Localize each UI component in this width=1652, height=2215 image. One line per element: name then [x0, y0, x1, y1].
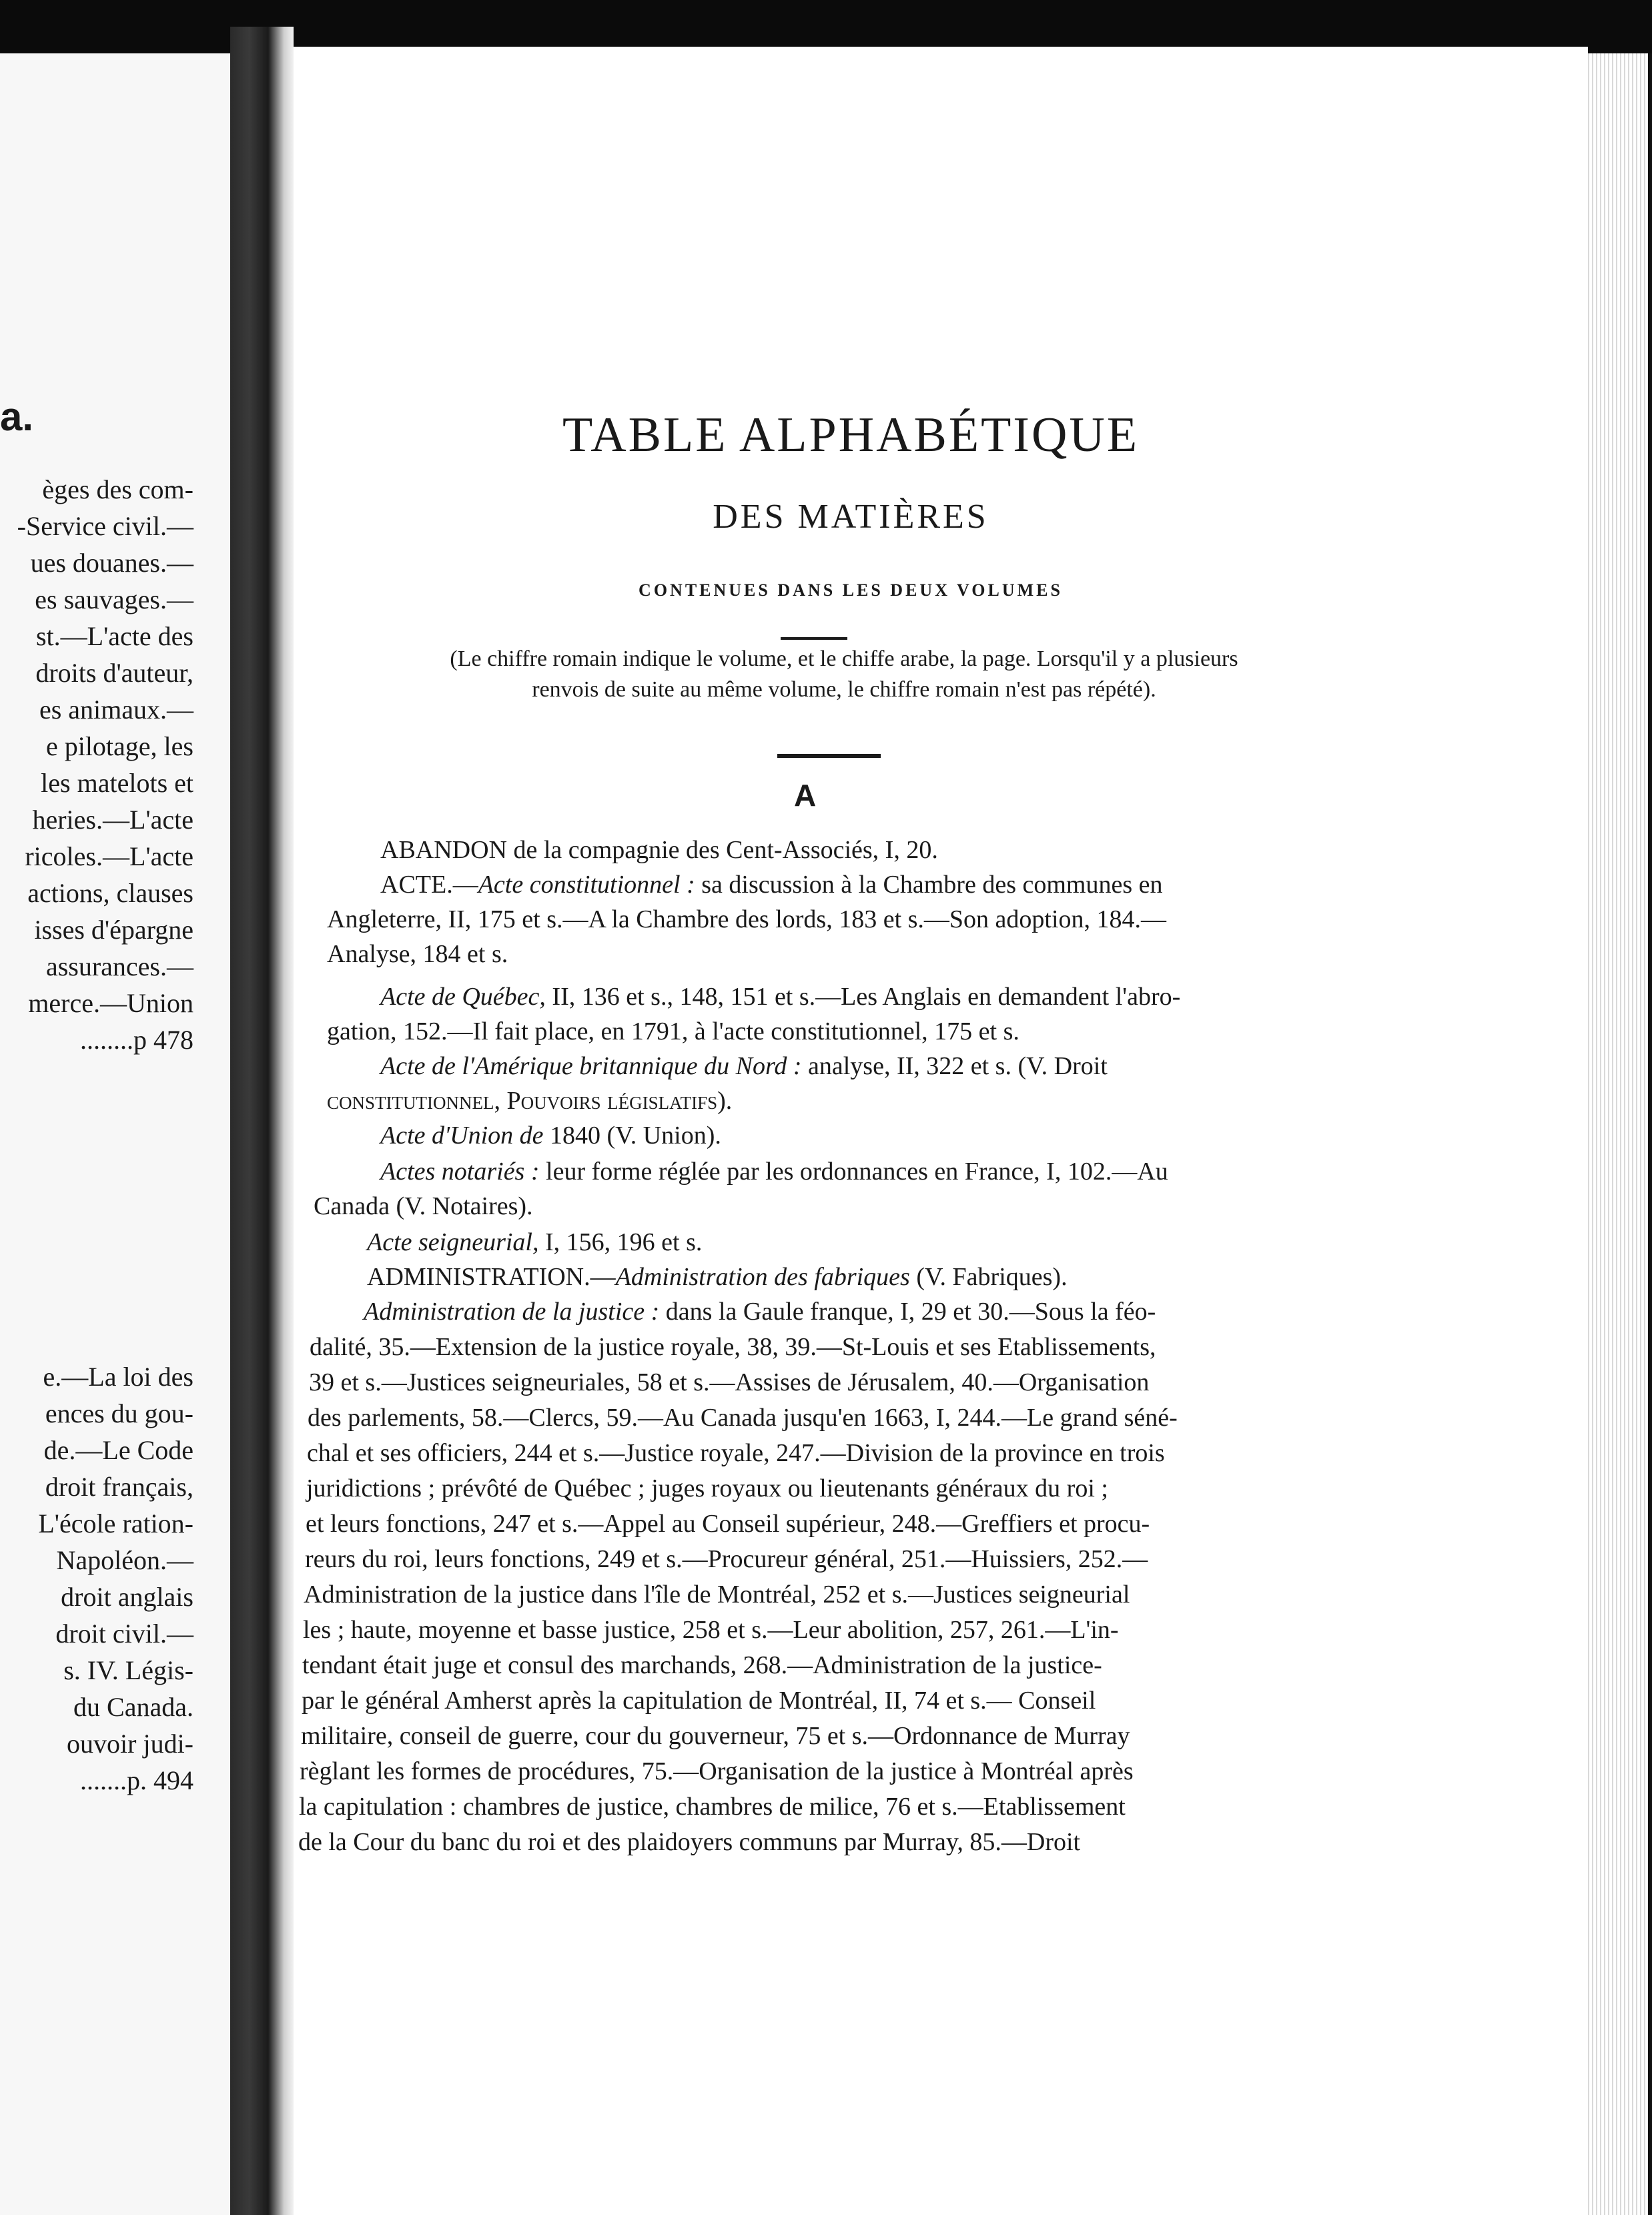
entry-line: 39 et s.—Justices seigneuriales, 58 et s.—Assises de Jérusalem, 40.—Organisation	[309, 1368, 1150, 1396]
index-entry	[380, 1159, 1168, 1184]
left-page-line: heries.—L'acte	[32, 805, 193, 835]
left-page-line: ences du gou-	[45, 1398, 193, 1428]
left-page-heading: a.	[0, 394, 34, 439]
entry-text: (V. Fabriques).	[909, 1263, 1068, 1291]
entry-line: de la Cour du banc du roi et des plaidoyers communs par Murray, 85.—Droit	[298, 1828, 1081, 1856]
entry-text: dans la Gaule franque, I, 29 et 30.—Sous la féo-	[659, 1298, 1156, 1326]
left-page-line: de.—Le Code	[43, 1435, 193, 1465]
index-entry	[380, 984, 1180, 1009]
left-page-line: e pilotage, les	[45, 731, 193, 761]
left-page-line: merce.—Union	[28, 988, 193, 1018]
entry-line: Administration de la justice dans l'île de Montréal, 252 et s.—Justices seigneurial	[304, 1581, 1130, 1609]
note-line: (Le chiffre romain indique le volume, et le chiffe arabe, la page. Lorsqu'il y a plusieurs	[450, 646, 1238, 671]
left-page-line: actions, clauses	[27, 878, 193, 908]
left-page-line: es sauvages.—	[35, 584, 193, 614]
entry-text: ABANDON de la compagnie des Cent-Associés, I, 20.	[380, 836, 938, 864]
entry-subheading: Acte d'Union de	[380, 1122, 544, 1150]
note-line: renvois de suite au même volume, le chiffre romain n'est pas répété).	[532, 677, 1156, 702]
left-page-line: droits d'auteur,	[35, 658, 193, 688]
entry-line: juridictions ; prévôté de Québec ; juges royaux ou lieutenants généraux du roi ;	[306, 1474, 1108, 1502]
left-page-line: droit civil.—	[55, 1619, 193, 1649]
entry-heading: ADMINISTRATION.—	[367, 1263, 616, 1291]
page-subtitle: DES MATIÈRES	[713, 498, 989, 536]
left-page-line: ouvoir judi-	[67, 1729, 193, 1759]
page-edges	[1588, 53, 1652, 2215]
entry-subheading: Actes notariés :	[380, 1158, 540, 1186]
left-page-line: -Service civil.—	[17, 511, 193, 541]
left-page-line: èges des com-	[42, 474, 193, 504]
left-page-line: s. IV. Légis-	[63, 1655, 193, 1685]
entry-line: Canada (V. Notaires).	[314, 1192, 533, 1220]
entry-subheading: Acte constitutionnel :	[478, 871, 695, 899]
entry-line: chal et ses officiers, 244 et s.—Justice royale, 247.—Division de la province en trois	[307, 1439, 1165, 1467]
left-page-fragment	[0, 53, 230, 2215]
entry-line: règlant les formes de procédures, 75.—Organisation de la justice à Montréal après	[300, 1757, 1134, 1785]
index-entry	[380, 872, 1163, 897]
left-page-line: ........p 478	[80, 1025, 193, 1055]
entry-line: des parlements, 58.—Clercs, 59.—Au Canada jusqu'en 1663, I, 244.—Le grand séné-	[308, 1404, 1178, 1432]
entry-line: tendant était juge et consul des marchands, 268.—Administration de la justice-	[302, 1651, 1102, 1679]
index-entry	[364, 1299, 1156, 1324]
left-page-line: e.—La loi des	[43, 1362, 193, 1392]
entry-text: analyse, II, 322 et s. (V. Droit	[801, 1052, 1108, 1080]
entry-line: Analyse, 184 et s.	[327, 940, 508, 968]
entry-text: 1840 (V. Union).	[543, 1122, 721, 1150]
entry-heading: ACTE.—	[380, 871, 478, 899]
book-gutter	[230, 27, 294, 2215]
left-page-line: es animaux.—	[39, 695, 193, 725]
left-page-line: droit français,	[45, 1472, 193, 1502]
left-page-line: les matelots et	[41, 768, 193, 798]
entry-text: II, 136 et s., 148, 151 et s.—Les Anglais en demandent l'abro-	[545, 983, 1181, 1011]
entry-text: leur forme réglée par les ordonnances en France, I, 102.—Au	[539, 1158, 1168, 1186]
left-page-line: isses d'épargne	[34, 915, 193, 945]
left-page-line: droit anglais	[61, 1582, 193, 1612]
page-title: TABLE ALPHABÉTIQUE	[562, 408, 1140, 462]
entry-text: sa discussion à la Chambre des communes en	[695, 871, 1163, 899]
entry-line: militaire, conseil de guerre, cour du gouverneur, 75 et s.—Ordonnance de Murray	[301, 1722, 1130, 1750]
entry-subheading: Administration de la justice :	[364, 1298, 660, 1326]
entry-subheading: Acte seigneurial,	[367, 1228, 539, 1256]
entry-line: Angleterre, II, 175 et s.—A la Chambre des lords, 183 et s.—Son adoption, 184.—	[327, 905, 1167, 933]
index-entry	[367, 1230, 702, 1255]
entry-line: constitutionnel, Pouvoirs législatifs).	[327, 1087, 733, 1115]
contents-line: CONTENUES DANS LES DEUX VOLUMES	[639, 580, 1063, 600]
left-page-line: ricoles.—L'acte	[25, 841, 193, 871]
entry-subheading: Acte de l'Amérique britannique du Nord :	[380, 1052, 802, 1080]
left-page-line: L'école ration-	[38, 1508, 193, 1538]
index-entry	[380, 1123, 721, 1148]
divider-rule	[777, 754, 881, 758]
divider-rule	[781, 637, 847, 640]
entry-subheading: Administration des fabriques	[615, 1263, 910, 1291]
entry-line: reurs du roi, leurs fonctions, 249 et s.—Procureur général, 251.—Huissiers, 252.—	[305, 1545, 1148, 1573]
entry-line: les ; haute, moyenne et basse justice, 258 et s.—Leur abolition, 257, 261.—L'in-	[303, 1616, 1119, 1644]
left-page-line: ues douanes.—	[30, 548, 193, 578]
entry-line: dalité, 35.—Extension de la justice royale, 38, 39.—St-Louis et ses Etablissements,	[310, 1333, 1156, 1361]
left-page-line: Napoléon.—	[56, 1545, 193, 1575]
entry-text: I, 156, 196 et s.	[538, 1228, 703, 1256]
entry-line: la capitulation : chambres de justice, chambres de milice, 76 et s.—Etablissement	[299, 1793, 1126, 1821]
entry-line: par le général Amherst après la capitulation de Montréal, II, 74 et s.— Conseil	[302, 1687, 1096, 1715]
index-entry	[380, 837, 938, 863]
entry-subheading: Acte de Québec,	[380, 983, 546, 1011]
entry-line: et leurs fonctions, 247 et s.—Appel au Conseil supérieur, 248.—Greffiers et procu-	[306, 1510, 1150, 1538]
index-entry	[367, 1264, 1068, 1290]
left-page-line: du Canada.	[73, 1692, 193, 1722]
index-entry	[380, 1053, 1108, 1079]
scan-right-border	[1648, 53, 1652, 2215]
section-letter: A	[794, 778, 817, 813]
left-page-line: st.—L'acte des	[35, 621, 193, 651]
left-page-line: .......p. 494	[80, 1765, 193, 1795]
explanatory-note	[330, 644, 1358, 705]
left-page-line: assurances.—	[45, 951, 193, 981]
entry-line: gation, 152.—Il fait place, en 1791, à l'acte constitutionnel, 175 et s.	[327, 1017, 1019, 1045]
